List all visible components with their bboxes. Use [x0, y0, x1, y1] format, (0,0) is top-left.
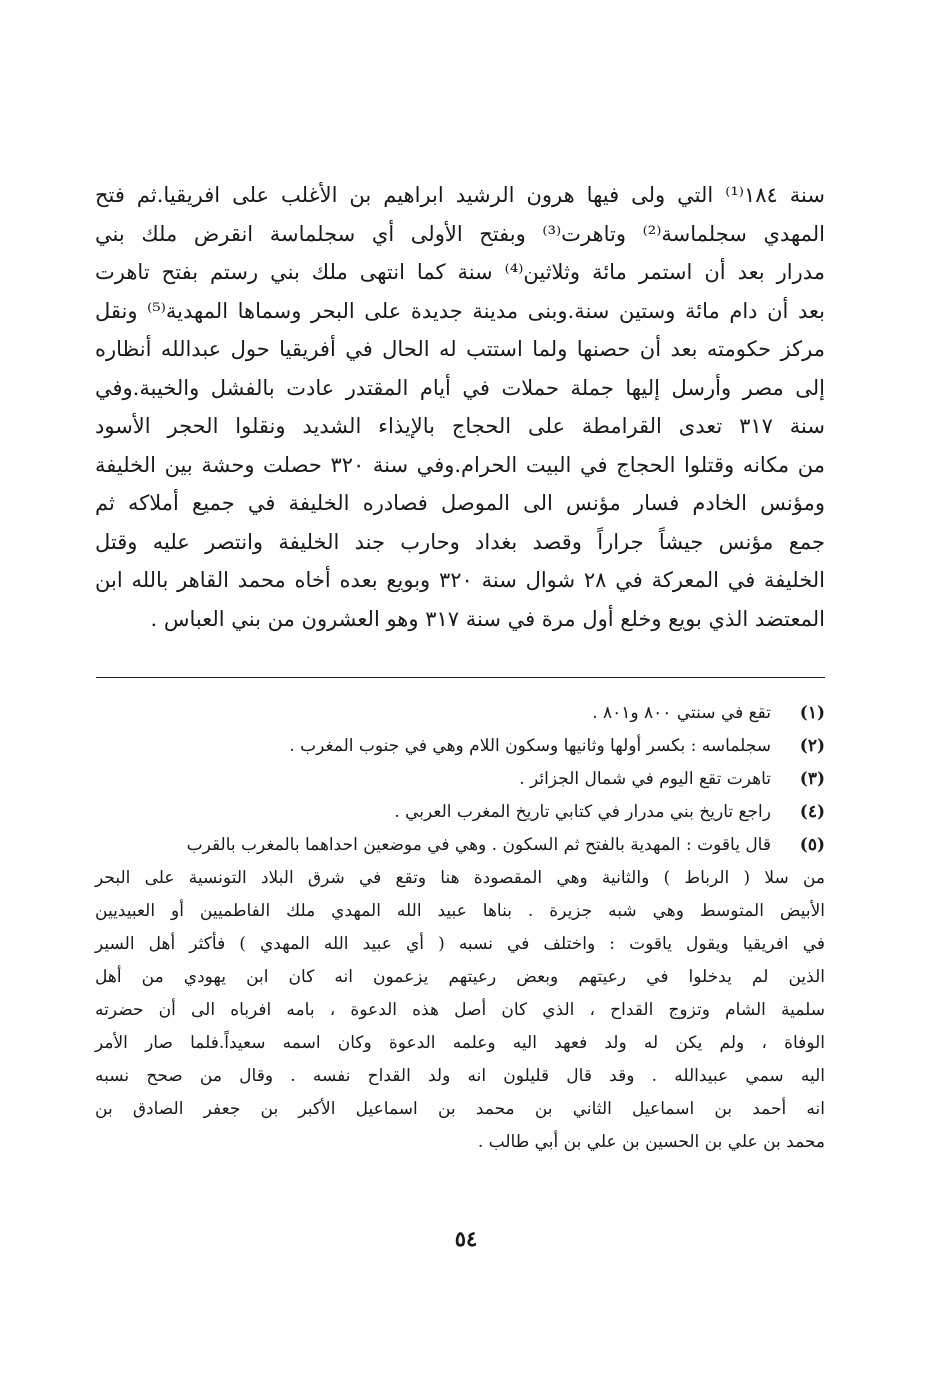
footnote-5 [95, 829, 825, 1159]
footnote-text: الوفاة ، ولم يكن له ولد فعهد اليه وعلمه الدعوة وكان اسمه سعيداً.فلما صار الأمر [95, 1033, 825, 1053]
footnote-text: اليه سمي عبيدالله . وقد قال قليلون انه ولد القداح نفسه . وقال من صحح نسبه [95, 1066, 825, 1086]
footnote-text: تقع في سنتي ٨٠٠ و٨٠١ . [592, 703, 771, 723]
main-text-line: المعتضد الذي بويع وخلع أول مرة في سنة ٣١٧ وهو العشرون من بني العباس . [150, 606, 825, 631]
footnote-text: الأبيض المتوسط وهي شبه جزيرة . بناها عبيد الله المهدي ملك الفاطميين أو العبيديين [95, 901, 825, 921]
main-text-line: ومؤنس الخادم فسار مؤنس الى الموصل فصادره الخليفة في جميع أملاكه ثم [95, 491, 825, 515]
footnote-4 [95, 796, 825, 829]
main-text-line: جمع مؤنس جيشاً جراراً وقصد بغداد وحارب جند الخليفة وانتصر عليه وقتل [95, 529, 825, 554]
footnote-2 [95, 730, 825, 763]
main-text-line: بعد أن دام مائة وستين سنة.وبنى مدينة جديدة على البحر وسماها المهدية⁽⁵⁾ ونقل [95, 298, 825, 323]
footnote-text: سجلماسه : بكسر أولها وثانيها وسكون اللام وهي في جنوب المغرب . [289, 736, 771, 756]
footnote-number: (٤) [799, 802, 825, 822]
footnote-text: قال ياقوت : المهدية بالفتح ثم السكون . وهي في موضعين احداهما بالمغرب بالقرب [186, 835, 771, 855]
page-number: ٥٤ [454, 1226, 478, 1251]
main-text-line: إلى مصر وأرسل إليها جملة حملات في أيام المقتدر عادت بالفشل والخيبة.وفي [95, 375, 825, 400]
footnote-number: (٥) [799, 835, 825, 855]
footnote-text: انه أحمد بن اسماعيل الثاني بن محمد بن اسماعيل الأكبر بن جعفر الصادق بن [95, 1099, 825, 1119]
footnote-text: سلمية الشام وتزوج القداح ، الذي كان أصل هذه الدعوة ، بامه افرباه الى أن حضرته [95, 1000, 825, 1020]
main-text [95, 176, 825, 638]
footnote-text: تاهرت تقع اليوم في شمال الجزائر . [519, 769, 771, 789]
footnotes [95, 697, 825, 1159]
footnote-text: من سلا ( الرباط ) والثانية وهي المقصودة هنا وتقع في شرق البلاد التونسية على البحر [95, 868, 825, 888]
main-text-line: من مكانه وقتلوا الحجاج في البيت الحرام.وفي سنة ٣٢٠ حصلت وحشة بين الخليفة [95, 452, 825, 477]
footnote-text: في افريقيا ويقول ياقوت : واختلف في نسبه ( أي عبيد الله المهدي ) فأكثر أهل السير [95, 934, 825, 954]
footnote-number: (١) [799, 703, 825, 723]
main-text-line: الخليفة في المعركة في ٢٨ شوال سنة ٣٢٠ وبويع بعده أخاه محمد القاهر بالله ابن [95, 568, 825, 592]
footnote-number: (٣) [799, 769, 825, 789]
main-text-line: مركز حكومته بعد أن حصنها ولما استتب له الحال في أفريقيا حول عبدالله أنظاره [95, 337, 825, 361]
footnote-separator [96, 677, 825, 678]
main-text-line: سنة ٣١٧ تعدى القرامطة على الحجاج بالإيذاء الشديد ونقلوا الحجر الأسود [95, 414, 825, 438]
footnote-text: محمد بن علي بن الحسين بن علي بن أبي طالب . [477, 1132, 825, 1152]
main-text-line: سنة ١٨٤⁽¹⁾ التي ولى فيها هرون الرشيد ابراهيم بن الأغلب على افريقيا.ثم فتح [95, 183, 825, 207]
footnote-continuation [95, 862, 825, 1159]
footnote-text: راجع تاريخ بني مدرار في كتابي تاريخ المغرب العربي . [394, 802, 771, 822]
footnote-3 [95, 763, 825, 796]
footnote-number: (٢) [799, 736, 825, 756]
main-text-line: المهدي سجلماسة⁽²⁾ وتاهرت⁽³⁾ وبفتح الأولى أي سجلماسة انقرض ملك بني [95, 221, 826, 246]
footnote-text: الذين لم يدخلوا في رعيتهم وبعض رعيتهم يزعمون انه كان ابن يهودي من أهل [95, 967, 825, 987]
main-text-line: مدرار بعد أن استمر مائة وثلاثين⁽⁴⁾ سنة كما انتهى ملك بني رستم بفتح تاهرت [95, 260, 825, 284]
footnote-1 [95, 697, 825, 730]
